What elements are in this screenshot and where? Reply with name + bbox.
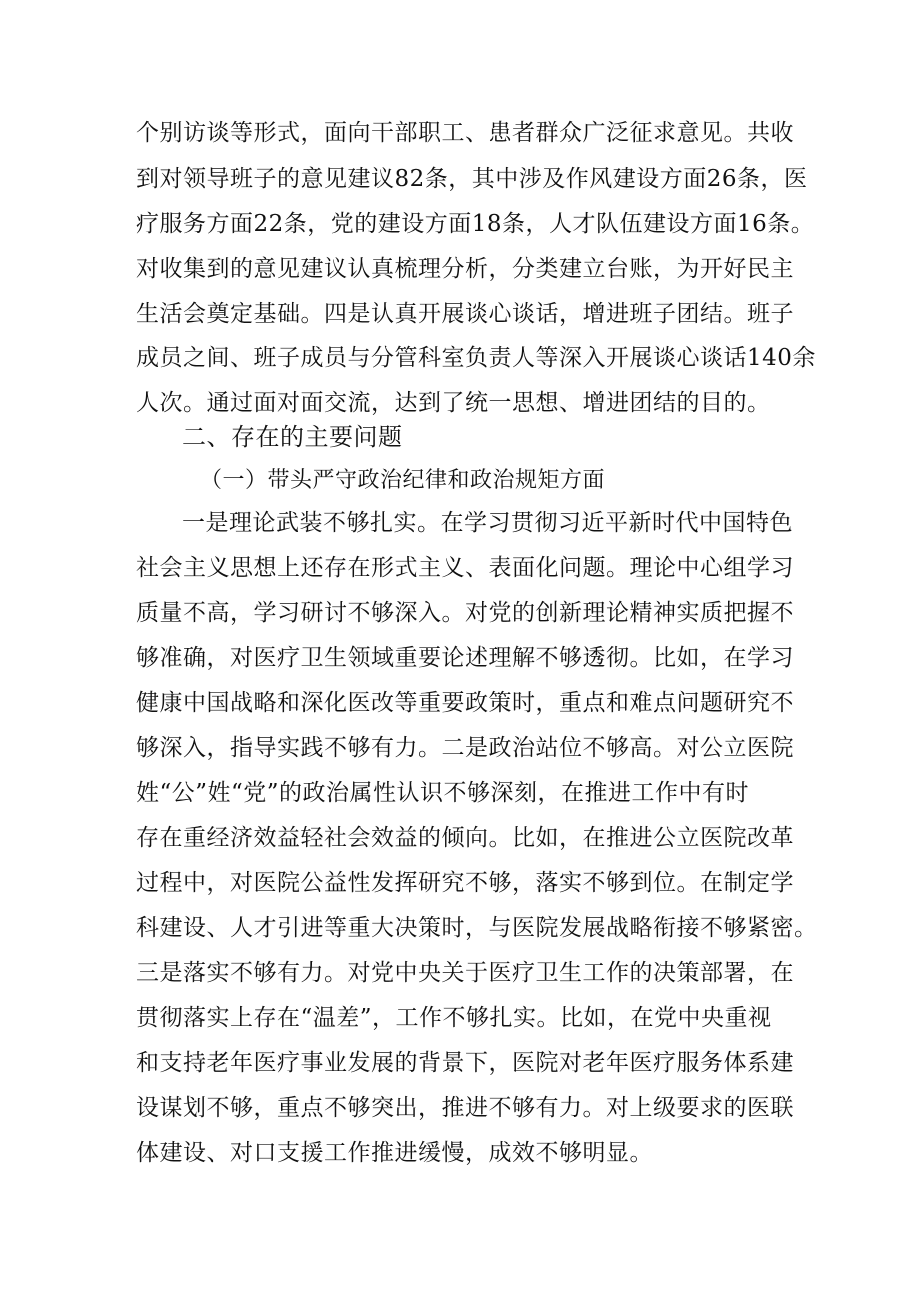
paragraph-line: 体建设、对口支援工作推进缓慢，成效不够明显。 — [136, 1140, 653, 1166]
subsection-heading: （一）带头严守政治纪律和政治规矩方面 — [200, 468, 606, 493]
paragraph-line: 健康中国战略和深化医改等重要政策时，重点和难点问题研究不 — [136, 690, 794, 716]
paragraph-line: 对收集到的意见建议认真梳理分析，分类建立台账，为开好民主 — [136, 256, 794, 282]
paragraph-line: 姓“公”姓“党”的政治属性认识不够深刻，在推进工作中有时 — [136, 780, 750, 806]
paragraph-line: 生活会奠定基础。四是认真开展谈心谈话，增进班子团结。班子 — [136, 301, 794, 327]
paragraph-line: 疗服务方面22条，党的建设方面18条，人才队伍建设方面16条。 — [136, 211, 815, 237]
paragraph-line: 成员之间、班子成员与分管科室负责人等深入开展谈心谈话140余 — [136, 345, 816, 371]
paragraph-line: 科建设、人才引进等重大决策时，与医院发展战略衔接不够紧密。 — [136, 915, 818, 941]
paragraph-line: 够准确，对医疗卫生领域重要论述理解不够透彻。比如，在学习 — [136, 645, 794, 671]
paragraph-line: 贯彻落实上存在“温差”，工作不够扎实。比如，在党中央重视 — [136, 1005, 772, 1031]
paragraph-line: 三是落实不够有力。对党中央关于医疗卫生工作的决策部署，在 — [136, 960, 794, 986]
section-heading: 二、存在的主要问题 — [182, 423, 403, 451]
paragraph-line: 够深入，指导实践不够有力。二是政治站位不够高。对公立医院 — [136, 735, 794, 761]
paragraph-line: 到对领导班子的意见建议82条，其中涉及作风建设方面26条，医 — [136, 166, 808, 192]
paragraph-line: 和支持老年医疗事业发展的背景下，医院对老年医疗服务体系建 — [136, 1050, 794, 1076]
paragraph-line: 存在重经济效益轻社会效益的倾向。比如，在推进公立医院改革 — [136, 825, 794, 851]
paragraph-line: 质量不高，学习研讨不够深入。对党的创新理论精神实质把握不 — [136, 600, 794, 626]
paragraph-line: 个别访谈等形式，面向干部职工、患者群众广泛征求意见。共收 — [136, 120, 794, 146]
paragraph-line: 社会主义思想上还存在形式主义、表面化问题。理论中心组学习 — [136, 555, 794, 581]
paragraph-line: 人次。通过面对面交流，达到了统一思想、增进团结的目的。 — [136, 390, 771, 416]
paragraph-line: 设谋划不够，重点不够突出，推进不够有力。对上级要求的医联 — [136, 1095, 794, 1121]
paragraph-line: 过程中，对医院公益性发挥研究不够，落实不够到位。在制定学 — [136, 870, 794, 896]
paragraph-line: 一是理论武装不够扎实。在学习贯彻习近平新时代中国特色 — [182, 510, 793, 536]
